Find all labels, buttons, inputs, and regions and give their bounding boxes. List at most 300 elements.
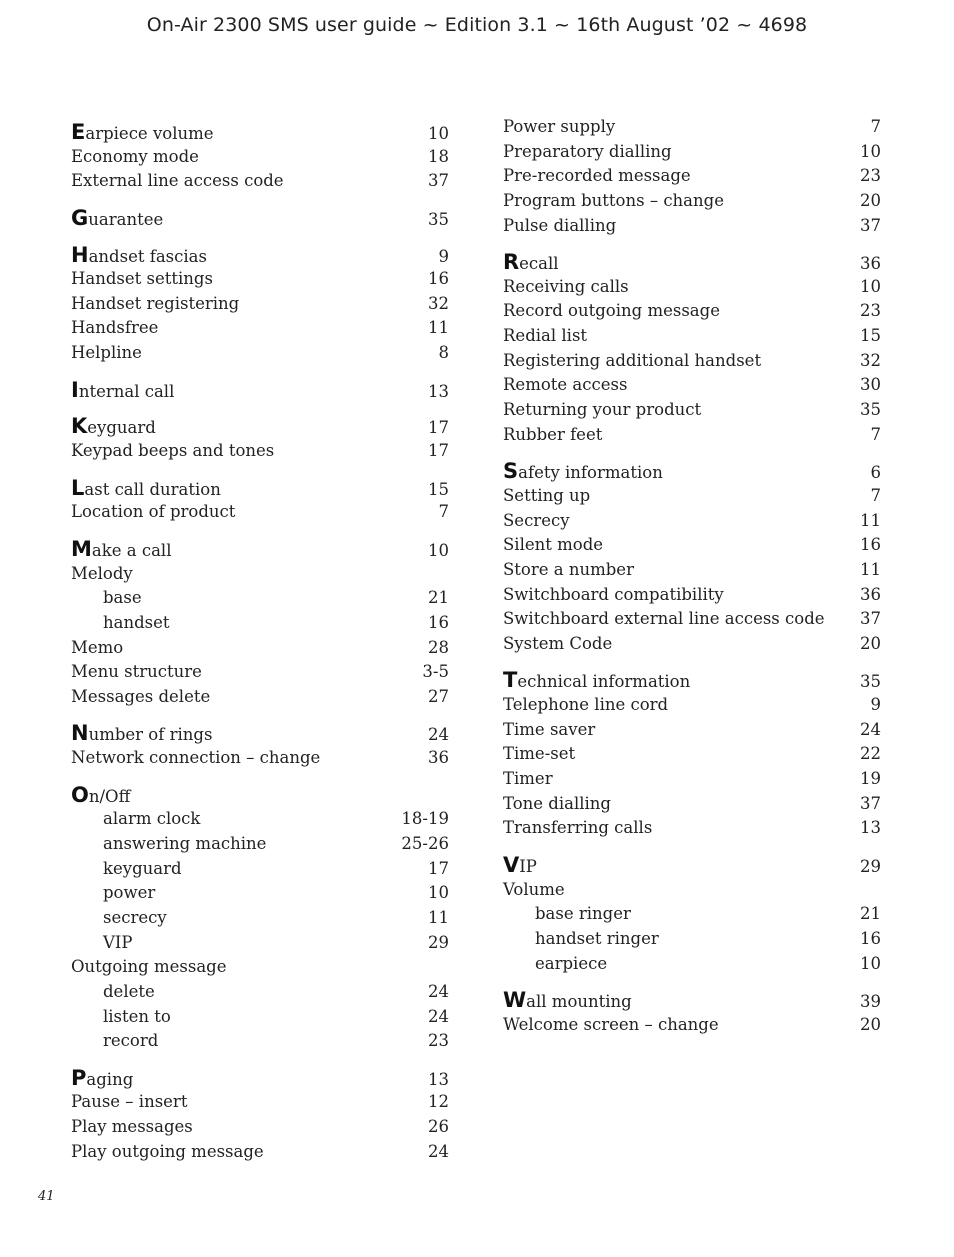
index-entry: [71, 660, 449, 685]
index-term-text: handset ringer: [535, 928, 659, 948]
index-page-ref: 28: [428, 637, 449, 657]
index-entry: [71, 1066, 449, 1091]
index-term: [503, 349, 761, 374]
index-term-text: Returning your product: [503, 400, 702, 420]
index-term-text: listen to: [103, 1006, 171, 1026]
index-initial-letter: P: [71, 1065, 87, 1090]
index-term-text: Time-set: [503, 744, 576, 764]
index-initial-letter: I: [71, 377, 79, 402]
index-term: [503, 952, 607, 977]
index-page-ref: 39: [860, 992, 881, 1012]
index-group: [71, 243, 449, 366]
index-entry: [71, 783, 449, 808]
index-initial-letter: E: [71, 120, 86, 144]
index-term-text: ake a call: [91, 540, 172, 560]
index-entry: [503, 718, 881, 743]
index-term-text: Remote access: [503, 375, 628, 395]
index-term-text: Melody: [71, 563, 133, 583]
index-entry: [503, 878, 881, 903]
index-page-ref: 7: [870, 424, 881, 444]
index-term: [71, 414, 156, 441]
index-initial-letter: H: [71, 242, 89, 267]
index-entry: [71, 267, 449, 292]
index-term: [503, 509, 570, 534]
index-term-text: ecall: [519, 254, 559, 274]
index-initial-letter: L: [71, 475, 85, 500]
index-initial-letter: W: [503, 988, 527, 1013]
index-term: [503, 792, 611, 817]
index-term-text: Economy mode: [71, 146, 199, 166]
index-term: [503, 164, 691, 189]
index-page-ref: 16: [428, 269, 449, 289]
index-page-ref: 7: [438, 502, 449, 522]
index-term: [503, 988, 632, 1015]
index-page-ref: 15: [860, 326, 881, 346]
index-term: [71, 267, 213, 292]
index-term-text: n/Off: [88, 786, 131, 806]
index-entry: [503, 373, 881, 398]
index-term: [503, 816, 652, 841]
index-term: [503, 718, 595, 743]
index-column-left: [71, 120, 449, 1176]
index-entry: [71, 685, 449, 710]
index-group: [71, 721, 449, 770]
index-page-ref: 26: [428, 1117, 449, 1137]
index-term: [71, 807, 200, 832]
index-entry: [503, 324, 881, 349]
index-entry: [503, 742, 881, 767]
index-term: [503, 459, 663, 486]
index-page-ref: 11: [860, 510, 881, 530]
index-initial-letter: T: [503, 668, 518, 693]
index-term-text: keyguard: [103, 858, 182, 878]
index-page-ref: 10: [860, 141, 881, 161]
index-term-text: arpiece volume: [85, 124, 214, 143]
index-entry: [503, 299, 881, 324]
index-entry: [503, 558, 881, 583]
index-entry: [503, 349, 881, 374]
index-term-text: Power supply: [503, 117, 616, 136]
index-initial-letter: O: [71, 782, 89, 807]
index-page-ref: 32: [428, 293, 449, 313]
index-term: [503, 275, 629, 300]
index-page-ref: 7: [870, 485, 881, 505]
index-term-text: Handset settings: [71, 269, 213, 289]
index-page-ref: 32: [860, 350, 881, 370]
index-entry: [71, 145, 449, 170]
index-page-ref: 36: [428, 748, 449, 768]
index-term: [503, 398, 701, 423]
index-entry: [503, 792, 881, 817]
index-entry: [503, 164, 881, 189]
index-term: [71, 1029, 158, 1054]
index-term-text: aging: [86, 1069, 134, 1089]
index-term: [503, 632, 612, 657]
index-subentry: [71, 881, 449, 906]
index-term: [71, 145, 199, 170]
index-page-ref: 10: [860, 953, 881, 973]
index-subentry: [71, 980, 449, 1005]
index-term-text: secrecy: [103, 907, 167, 927]
index-subentry: [503, 952, 881, 977]
index-page-ref: 11: [860, 559, 881, 579]
index-term: [71, 439, 274, 464]
index-term: [71, 721, 212, 748]
index-page-ref: 22: [860, 744, 881, 764]
index-initial-letter: M: [71, 536, 92, 561]
index-term-text: Play messages: [71, 1117, 193, 1137]
index-entry: [71, 721, 449, 746]
index-term-text: Program buttons – change: [503, 190, 724, 210]
index-term-text: Preparatory dialling: [503, 141, 672, 161]
index-term: [71, 746, 320, 771]
index-term: [503, 214, 616, 239]
index-subentry: [503, 902, 881, 927]
index-subentry: [71, 1029, 449, 1054]
index-term: [71, 562, 133, 587]
index-subentry: [71, 832, 449, 857]
index-term-text: umber of rings: [88, 725, 213, 745]
index-term-text: Switchboard compatibility: [503, 584, 724, 604]
index-entry: [71, 476, 449, 501]
index-term: [503, 902, 631, 927]
index-entry: [503, 115, 881, 140]
index-page-ref: 29: [428, 932, 449, 952]
index-term: [71, 1005, 171, 1030]
index-term-text: alarm clock: [103, 809, 201, 829]
index-term: [71, 169, 284, 194]
index-term: [503, 324, 587, 349]
index-group: [71, 783, 449, 1054]
index-page-ref: 27: [428, 686, 449, 706]
index-term-text: Messages delete: [71, 686, 211, 706]
index-term: [503, 1013, 719, 1038]
index-term: [71, 243, 207, 270]
index-term-text: Rubber feet: [503, 424, 603, 444]
index-page-ref: 8: [438, 343, 449, 363]
index-page-ref: 9: [870, 695, 881, 715]
index-page-ref: 10: [428, 540, 449, 560]
page-number: 41: [38, 1189, 55, 1204]
index-term-text: power: [103, 883, 156, 903]
index-term: [503, 853, 537, 880]
index-entry: [71, 414, 449, 439]
index-subentry: [503, 927, 881, 952]
index-term: [71, 1066, 133, 1093]
index-entry: [503, 767, 881, 792]
index-page-ref: 36: [860, 584, 881, 604]
index-term: [503, 742, 575, 767]
index-subentry: [71, 586, 449, 611]
index-term-text: External line access code: [71, 171, 284, 191]
index-entry: [503, 607, 881, 632]
index-entry: [71, 378, 449, 403]
index-entry: [71, 316, 449, 341]
index-page-ref: 16: [860, 928, 881, 948]
index-term-text: Network connection – change: [71, 748, 321, 768]
index-term: [71, 476, 221, 503]
index-page-ref: 21: [860, 904, 881, 924]
index-group: [503, 988, 881, 1037]
index-term-text: record: [103, 1031, 159, 1051]
index-page-ref: 3-5: [422, 662, 449, 682]
index-term-text: Secrecy: [503, 510, 570, 530]
index-term: [71, 341, 142, 366]
index-term: [503, 878, 565, 903]
index-entry: [503, 189, 881, 214]
index-term-text: Pulse dialling: [503, 215, 617, 235]
index-term: [71, 378, 174, 405]
index-term: [71, 660, 202, 685]
index-page-ref: 13: [860, 818, 881, 838]
index-term: [71, 881, 155, 906]
index-page-ref: 35: [860, 672, 881, 692]
index-term-text: Timer: [503, 769, 553, 789]
index-entry: [503, 484, 881, 509]
index-group: [71, 206, 449, 231]
index-page-ref: 24: [428, 981, 449, 1001]
index-term-text: Location of product: [71, 502, 236, 522]
index-page-ref: 25-26: [401, 834, 449, 854]
index-term: [71, 1140, 264, 1165]
index-page-ref: 37: [860, 215, 881, 235]
index-initial-letter: R: [503, 250, 520, 275]
index-initial-letter: S: [503, 459, 519, 484]
index-term-text: Play outgoing message: [71, 1141, 264, 1161]
index-page-ref: 12: [428, 1092, 449, 1112]
index-entry: [71, 955, 449, 980]
index-term: [503, 533, 603, 558]
index-page-ref: 29: [860, 856, 881, 876]
index-page-ref: 10: [428, 124, 449, 143]
index-initial-letter: G: [71, 205, 89, 230]
index-term: [503, 250, 559, 277]
index-term: [71, 931, 133, 956]
index-entry: [503, 140, 881, 165]
index-page-ref: 23: [860, 166, 881, 186]
index-entry: [503, 423, 881, 448]
index-term: [71, 955, 227, 980]
index-term-text: Receiving calls: [503, 276, 629, 296]
index-term: [503, 299, 720, 324]
index-term-text: Pause – insert: [71, 1092, 188, 1112]
index-page-ref: 15: [428, 479, 449, 499]
index-entry: [71, 243, 449, 268]
index-group: [503, 853, 881, 976]
index-term: [71, 206, 163, 233]
index-term-text: Time saver: [503, 719, 596, 739]
index-group: [71, 378, 449, 403]
index-term: [71, 500, 235, 525]
index-term-text: afety information: [518, 463, 663, 483]
index-entry: [503, 693, 881, 718]
index-group: [71, 120, 449, 194]
index-term: [503, 423, 602, 448]
index-entry: [71, 537, 449, 562]
index-page-ref: 16: [860, 535, 881, 555]
index-entry: [503, 509, 881, 534]
index-term-text: Keypad beeps and tones: [71, 441, 275, 461]
index-page-ref: 11: [428, 907, 449, 927]
index-term-text: Switchboard external line access code: [503, 609, 825, 629]
index-page-ref: 20: [860, 1014, 881, 1034]
index-entry: [503, 275, 881, 300]
index-entry: [71, 1140, 449, 1165]
index-term: [71, 906, 167, 931]
index-term-text: Tone dialling: [503, 793, 611, 813]
index-term-text: andset fascias: [88, 246, 207, 266]
index-term-text: Redial list: [503, 326, 588, 346]
index-term: [503, 767, 553, 792]
index-term: [503, 373, 627, 398]
index-term: [503, 693, 668, 718]
index-page-ref: 9: [438, 246, 449, 266]
index-entry: [71, 746, 449, 771]
index-term: [71, 980, 155, 1005]
index-term: [503, 607, 825, 632]
index-subentry: [71, 931, 449, 956]
index-page-ref: 24: [428, 725, 449, 745]
index-entry: [503, 668, 881, 693]
index-page-ref: 13: [428, 1069, 449, 1089]
index-term: [71, 1115, 193, 1140]
index-term-text: IP: [519, 856, 537, 876]
index-group: [503, 668, 881, 840]
index-term: [71, 832, 266, 857]
index-entry: [503, 459, 881, 484]
index-entry: [71, 500, 449, 525]
index-group: [503, 250, 881, 447]
index-term: [503, 583, 724, 608]
index-entry: [503, 214, 881, 239]
index-term: [503, 189, 724, 214]
index-term-text: Memo: [71, 637, 124, 657]
index-page-ref: 17: [428, 858, 449, 878]
index-term-text: Pre-recorded message: [503, 166, 691, 186]
index-group: [71, 476, 449, 525]
index-page-ref: 13: [428, 381, 449, 401]
index-term-text: Setting up: [503, 485, 591, 505]
index-entry: [503, 398, 881, 423]
index-entry: [71, 636, 449, 661]
index-group: [71, 537, 449, 709]
index-term-text: all mounting: [526, 992, 632, 1012]
index-term: [71, 537, 171, 564]
index-page-ref: 37: [860, 793, 881, 813]
index-subentry: [71, 906, 449, 931]
index-entry: [503, 533, 881, 558]
index-term-text: Registering additional handset: [503, 350, 762, 370]
index-page-ref: 19: [860, 769, 881, 789]
index-term-text: Handset registering: [71, 293, 240, 313]
index-entry: [503, 583, 881, 608]
index-group: [71, 414, 449, 463]
index-subentry: [71, 857, 449, 882]
index-term-text: answering machine: [103, 834, 267, 854]
index-term: [71, 586, 142, 611]
index-term: [71, 783, 130, 810]
index-subentry: [71, 807, 449, 832]
index-page-ref: 11: [428, 318, 449, 338]
index-term-text: nternal call: [78, 381, 175, 401]
index-subentry: [71, 1005, 449, 1030]
index-page-ref: 30: [860, 375, 881, 395]
index-subentry: [71, 611, 449, 636]
index-entry: [503, 250, 881, 275]
index-page-ref: 18: [428, 146, 449, 166]
index-term: [503, 140, 672, 165]
index-entry: [71, 1090, 449, 1115]
index-term: [71, 316, 158, 341]
index-group: [503, 459, 881, 656]
index-term-text: base: [103, 588, 142, 608]
index-term-text: delete: [103, 981, 155, 1001]
index-entry: [71, 206, 449, 231]
index-term-text: eyguard: [87, 418, 156, 438]
index-page-ref: 20: [860, 190, 881, 210]
index-term-text: Outgoing message: [71, 957, 227, 977]
index-term: [503, 558, 634, 583]
index-page-ref: 16: [428, 612, 449, 632]
index-term-text: ast call duration: [84, 479, 221, 499]
index-entry: [71, 562, 449, 587]
index-entry: [71, 292, 449, 317]
index-initial-letter: N: [71, 721, 89, 746]
index-term: [71, 1090, 187, 1115]
index-entry: [503, 816, 881, 841]
index-term: [71, 857, 182, 882]
index-term: [71, 636, 123, 661]
index-term-text: base ringer: [535, 904, 631, 924]
index-page-ref: 18-19: [401, 809, 449, 829]
index-term-text: echnical information: [517, 672, 691, 692]
index-page-ref: 20: [860, 633, 881, 653]
index-page-ref: 21: [428, 588, 449, 608]
index-page-ref: 36: [860, 254, 881, 274]
index-term: [503, 927, 659, 952]
index-entry: [503, 853, 881, 878]
index-term-text: Record outgoing message: [503, 301, 720, 321]
index-page-ref: 17: [428, 418, 449, 438]
index-page-ref: 7: [870, 117, 881, 136]
index-entry: [71, 439, 449, 464]
index-group: [71, 1066, 449, 1165]
index-term: [503, 484, 590, 509]
index-page-ref: 6: [870, 463, 881, 483]
index-page-ref: 37: [860, 609, 881, 629]
index-term-text: VIP: [103, 932, 133, 952]
index-term: [71, 292, 239, 317]
index-entry: [503, 988, 881, 1013]
index-term: [503, 115, 615, 140]
index-term-text: handset: [103, 612, 170, 632]
index-entry: [503, 632, 881, 657]
index-page-ref: 23: [428, 1031, 449, 1051]
index-page-ref: 35: [428, 209, 449, 229]
index-page-ref: 35: [860, 400, 881, 420]
index-term-text: Telephone line cord: [503, 695, 669, 715]
index-term: [503, 668, 690, 695]
index-page-ref: 17: [428, 441, 449, 461]
index-term-text: Store a number: [503, 559, 634, 579]
index-column-right: [503, 115, 881, 1049]
index-term-text: earpiece: [535, 953, 608, 973]
index-entry: [503, 1013, 881, 1038]
index-initial-letter: K: [71, 414, 88, 439]
index-page-ref: 23: [860, 301, 881, 321]
index-page-ref: 24: [428, 1141, 449, 1161]
index-page-ref: 10: [860, 276, 881, 296]
